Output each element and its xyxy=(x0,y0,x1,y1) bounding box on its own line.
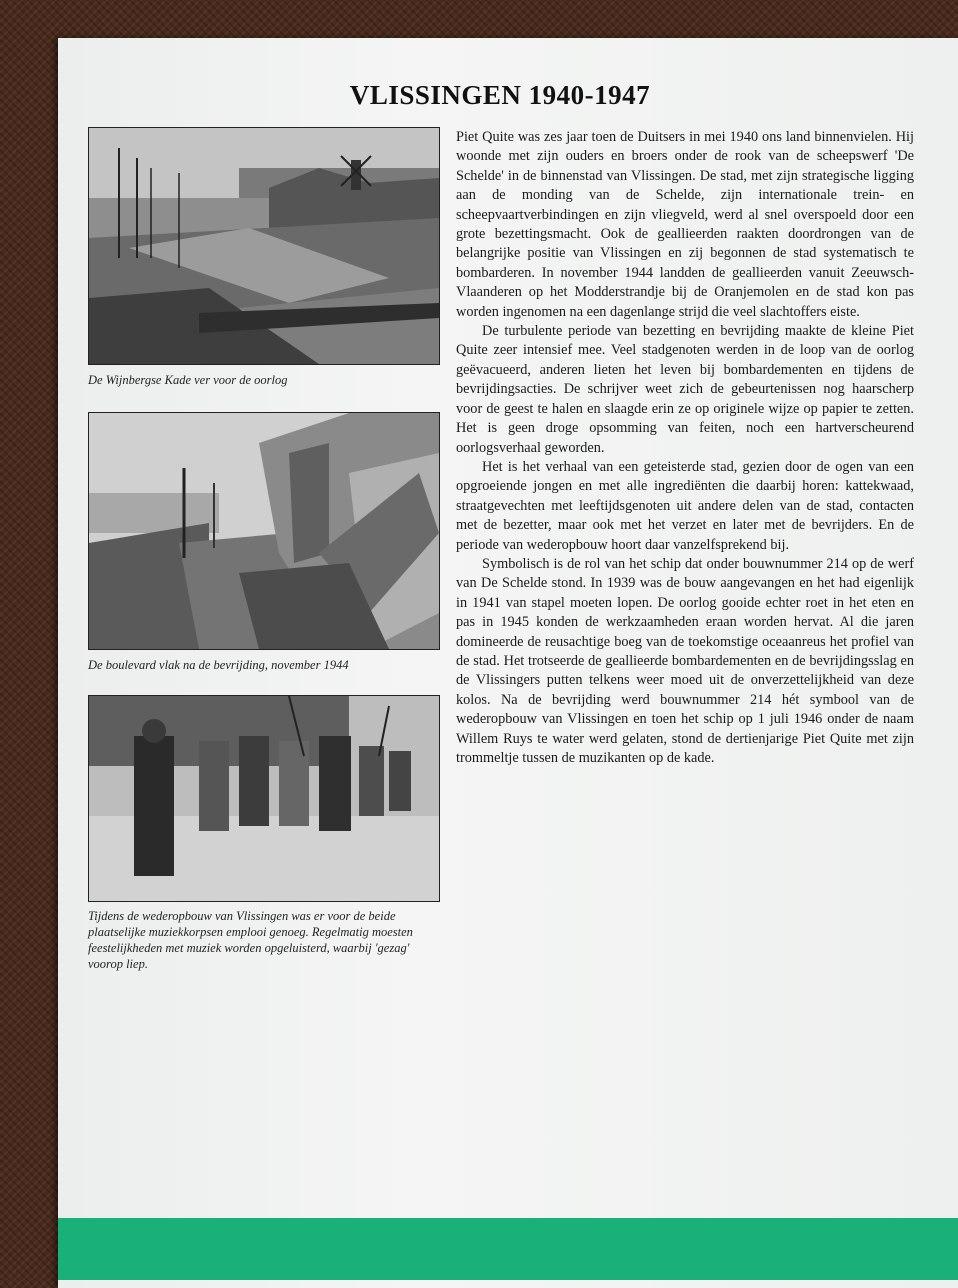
photo-caption: Tijdens de wederopbouw van Vlissingen was er voor de beide plaatselijke muziekkorpsen emplooi genoeg. Regelmatig moesten feestelijkheden met muziek worden opgeluisterd, waarbij 'gezag' voorop liep. xyxy=(88,909,413,971)
body-paragraph: Het is het verhaal van een geteisterde stad, gezien door de ogen van een opgroeiende jongen en met alle ingrediënten die daarbij horen: kattekwaad, straatgevechten met leeftijdsgenoten uit andere delen van de stad, contacten met de bezetter, maar ook met het verzet en later met de bevrijders. En de periode van wederopbouw hoort daar vanzelfsprekend bij. xyxy=(456,458,914,553)
photo-marching-band xyxy=(88,695,440,902)
page-title: VLISSINGEN 1940-1947 xyxy=(349,80,651,110)
photo-harbour-quay xyxy=(88,127,440,365)
body-paragraph: De turbulente periode van bezetting en bevrijding maakte de kleine Piet Quite zeer intensief mee. Veel stadgenoten werden in de loop van de oorlog geëvacueerd, anderen lieten het leven bij bombardementen en tijdens de bevrijdingsacties. De schrijver weet zich de gebeurtenissen nog haarscherp voor de geest te halen en slaagde erin ze op originele wijze op papier te zetten. Het is geen droge opsomming van feiten, noch een hartverscheurend oorlogsverhaal geworden. xyxy=(456,323,914,456)
photo-caption: De boulevard vlak na de bevrijding, november 1944 xyxy=(88,658,349,672)
photo-caption: De Wijnbergse Kade ver voor de oorlog xyxy=(88,373,288,387)
body-text xyxy=(456,128,914,768)
cover-green-band xyxy=(58,1218,958,1280)
body-paragraph: Piet Quite was zes jaar toen de Duitsers in mei 1940 ons land binnenvielen. Hij woonde met zijn ouders en broers onder de rook van de scheepswerf 'De Schelde' in de binnenstad van Vlissingen. De stad, met zijn strategische ligging aan de monding van de Schelde, zijn internationale trein- en scheepvaartverbindingen en zijn vliegveld, werd al snel overspoeld door een grote bezettingsmacht. Ook de geallieerden raakten doordrongen van de belangrijke positie van Vlissingen en zij begonnen de stad systematisch te bombarderen. In november 1944 landden de geallieerden vanuit Zeeuwsch-Vlaanderen op het Modderstrandje bij de Oranjemolen en de stad kon pas worden ingenomen na een dagenlange strijd die veel slachtoffers eiste. xyxy=(456,129,914,320)
body-paragraph: Symbolisch is de rol van het schip dat onder bouwnummer 214 op de werf van De Schelde stond. In 1939 was de bouw aangevangen en het had eigenlijk in 1941 van stapel moeten lopen. De oorlog gooide echter roet in het eten en pas in 1945 konden de werkzaamheden eraan worden hervat. Al die jaren domineerde de reusachtige boeg van de toekomstige oceaanreus het profiel van de stad. Het trotseerde de geallieerde bombardementen en de bevrijdingsslag en de Vlissingers putten telkens weer moed uit de onverzettelijkheid van deze kolos. Na de bevrijding werd bouwnummer 214 hét symbool van de wederopbouw van Vlissingen en toen het schip op 1 juli 1946 onder de naam Willem Ruys te water werd gelaten, stond de dertienjarige Piet Quite met zijn trommeltje tussen de muzikanten op de kade. xyxy=(456,555,914,766)
photo-ruined-boulevard xyxy=(88,412,440,650)
